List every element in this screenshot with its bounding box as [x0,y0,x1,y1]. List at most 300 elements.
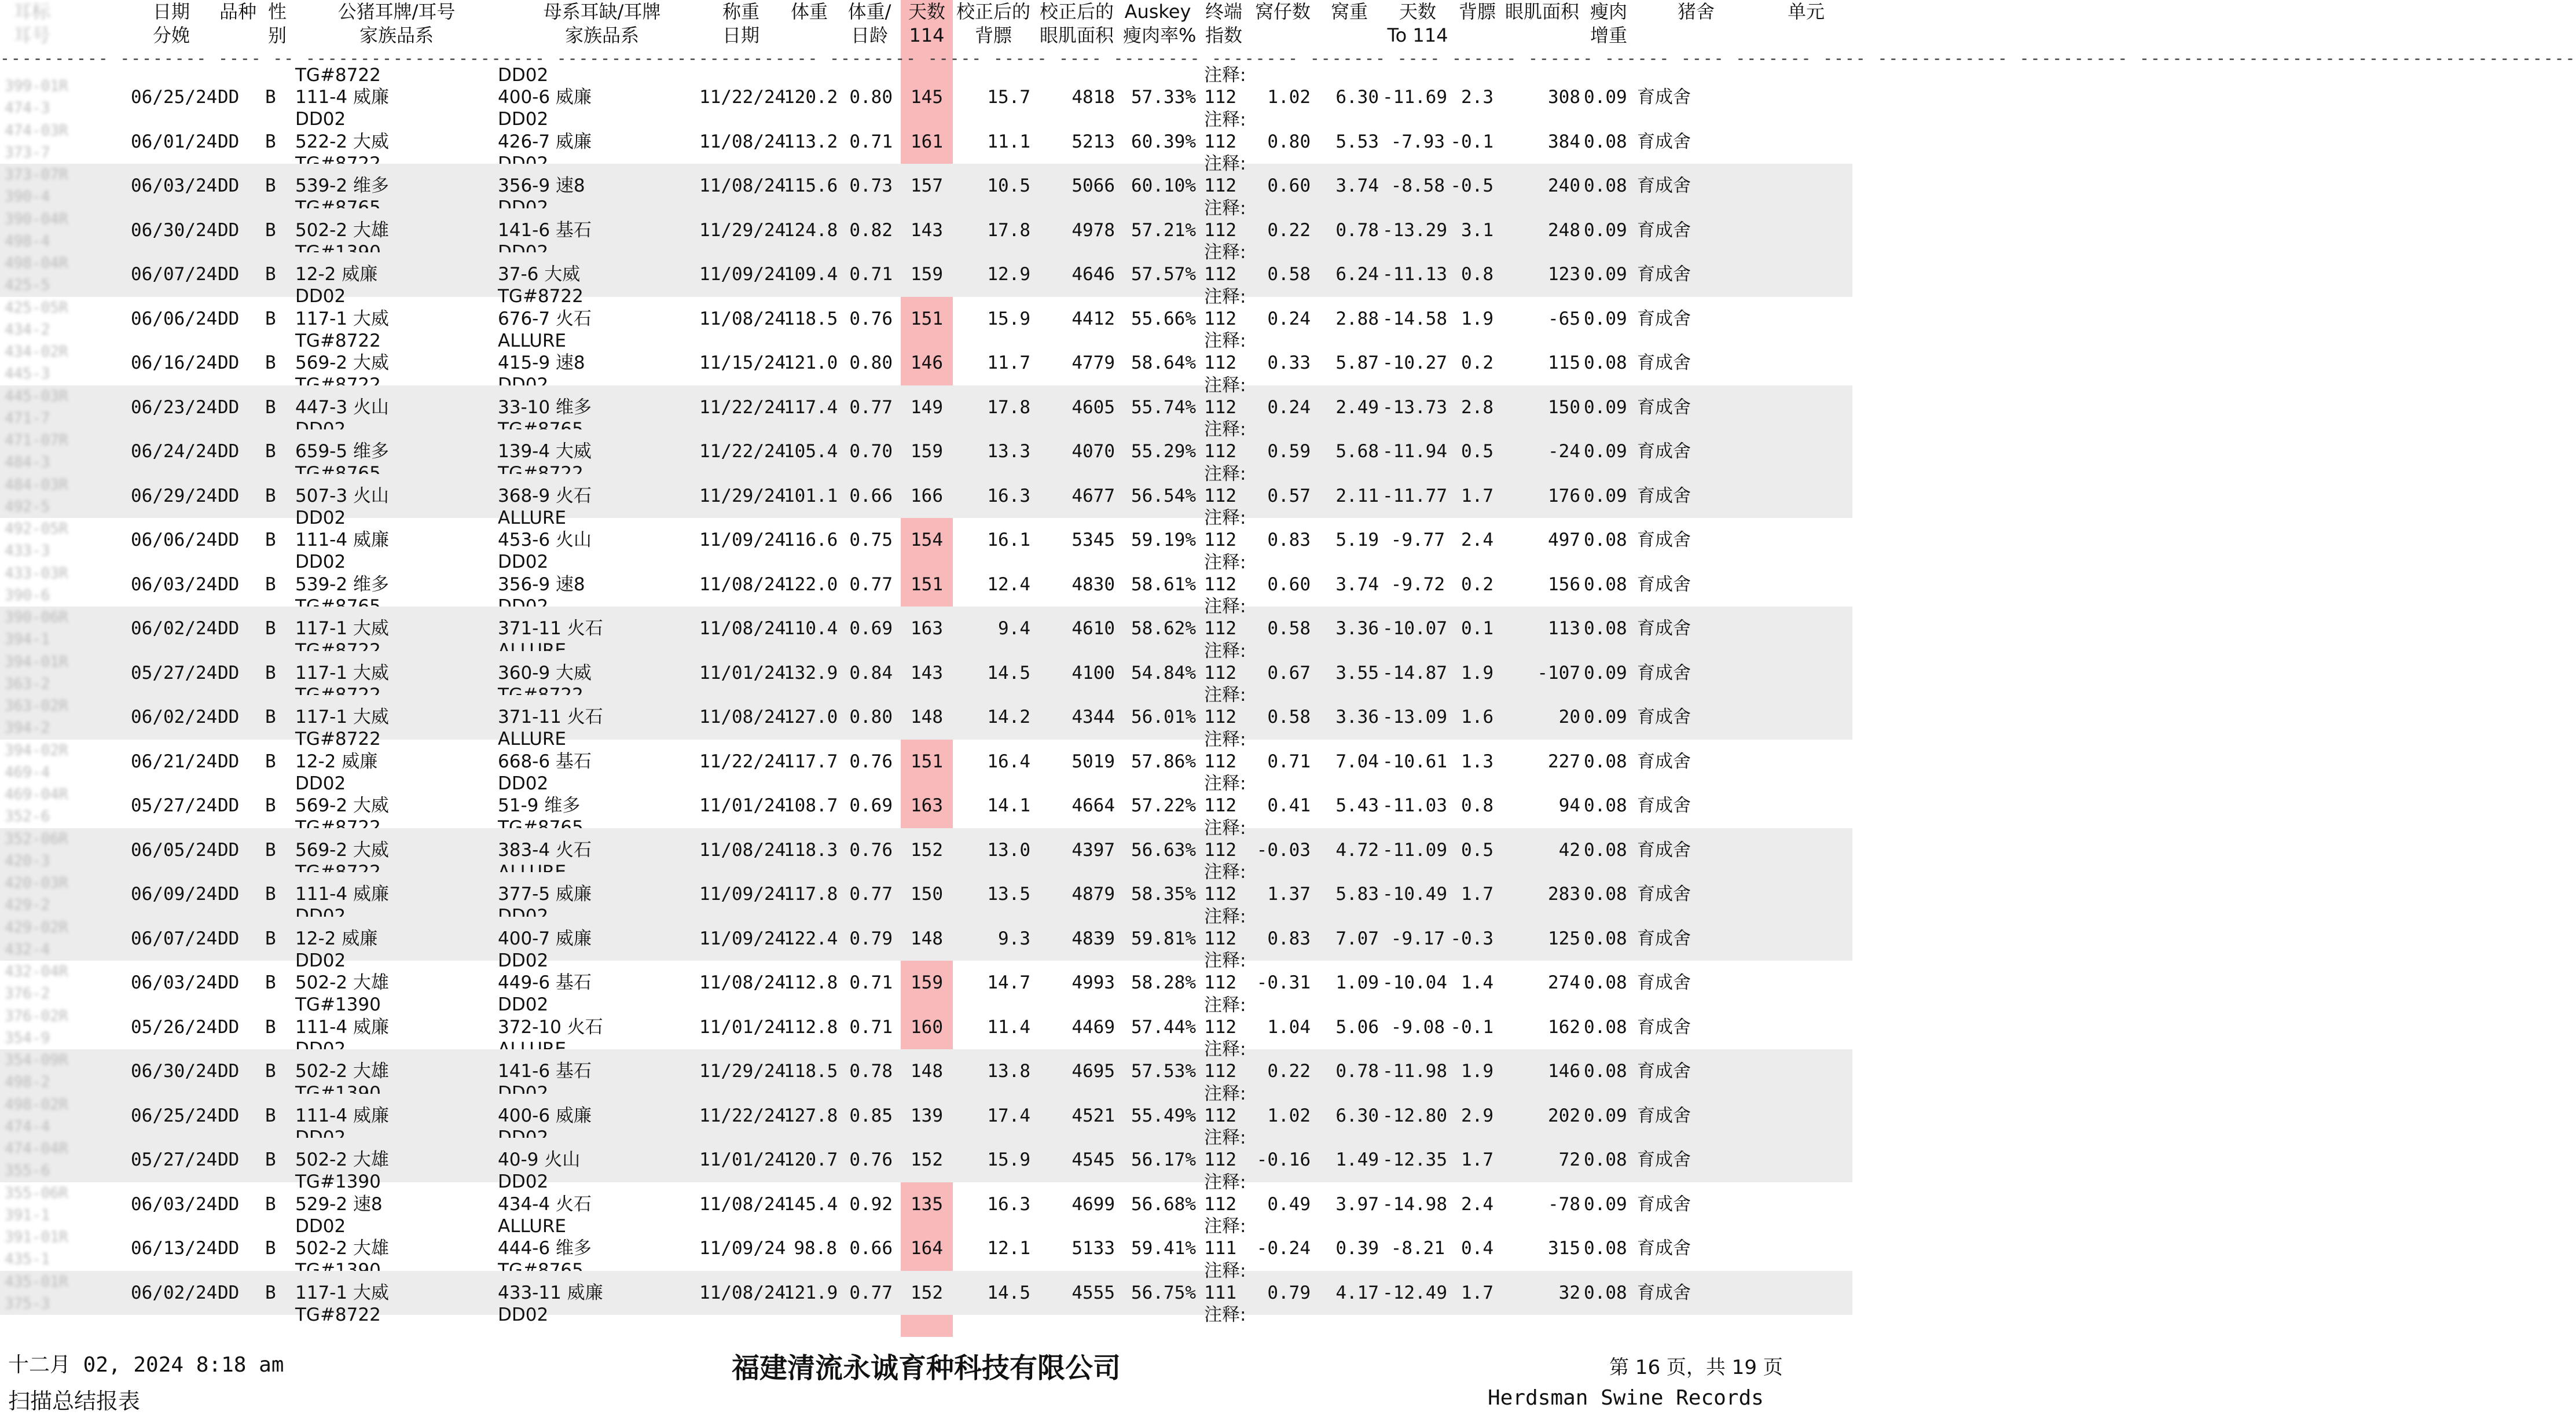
cell-breed: DD [218,530,240,550]
cell-lw: 3.74 [1335,574,1379,595]
cell-lean: 59.19% [1131,530,1196,550]
cell-to114: -14.58 [1382,308,1447,329]
cell-id: 355-06R [5,1184,68,1202]
cell-litter: 0.22 [1267,219,1311,241]
cell-breed: DD [218,131,240,152]
cell-dam-line1: 372-10 火石 [498,1016,603,1038]
cell-dam-line2: ALLURE [498,1215,567,1237]
cell-lean: 60.10% [1131,175,1196,196]
cell-days: 154 [911,530,943,550]
cell-wdate: 11/08/24 [699,972,786,993]
cell-sire-line1: 12-2 威廉 [295,751,378,772]
cell-bf2: -0.5 [1450,175,1494,196]
cell-dam-line2: DD02 [498,552,549,572]
cell-adg: 0.85 [849,1105,893,1126]
cell-to114: -8.21 [1390,1238,1445,1259]
cell-sex: B [265,485,276,506]
cell-sire-line1: 502-2 大雄 [295,219,389,241]
cell-sex: B [265,1193,276,1215]
cell-id: 474-04R [5,1140,68,1157]
cell-dam-line0: DD02 [498,65,549,86]
cell-date: 06/03/24 [131,175,218,196]
cell-breed: DD [218,618,240,639]
cell-bf: 14.7 [987,972,1030,993]
cell-sex: B [265,131,276,152]
note-label: 注释: [1204,153,1246,174]
cell-lw: 6.30 [1335,1105,1379,1126]
cell-adg: 0.70 [849,441,893,462]
cell-lea2: 283 [1548,884,1580,905]
cell-term: 112 [1204,751,1236,772]
cell-bf2: -0.1 [1450,131,1494,152]
cell-bf2: 1.7 [1461,1149,1494,1170]
cell-days: 161 [911,131,943,152]
cell-litter: 0.58 [1267,618,1311,639]
cell-term: 111 [1204,1238,1236,1259]
cell-wdate: 11/22/24 [699,1105,786,1126]
cell-dam-line2: TG#8722 [498,286,584,307]
cell-lw: 2.88 [1335,308,1379,329]
cell-weight: 98.8 [794,1238,837,1259]
column-header-line2: 背膘 [974,24,1012,46]
cell-days: 159 [911,264,943,285]
cell-id: 498-4 [5,232,50,250]
cell-term: 112 [1204,662,1236,683]
cell-lg: 0.09 [1584,441,1627,462]
cell-bf: 10.5 [987,175,1030,196]
column-header-line2: 指数 [1205,24,1242,46]
cell-term: 112 [1204,574,1236,595]
cell-wdate: 11/09/24 [699,530,786,550]
cell-dam-line1: 37-6 大威 [498,264,581,285]
cell-lea: 4993 [1072,972,1115,993]
cell-sex: B [265,441,276,462]
cell-sex: B [265,618,276,639]
cell-lean: 58.62% [1131,618,1196,639]
cell-dam-line1: 377-5 威廉 [498,884,592,905]
cell-sex: B [265,884,276,905]
cell-bf: 12.1 [987,1238,1030,1259]
cell-litter: 1.04 [1267,1016,1311,1038]
cell-sire-line1: 529-2 速8 [295,1193,383,1215]
cell-lea2: 176 [1548,485,1580,506]
cell-id: 420-3 [5,852,50,870]
column-header-line1: 天数 [908,1,945,23]
cell-barn: 育成舍 [1637,928,1691,949]
cell-barn: 育成舍 [1637,441,1691,462]
cell-bf2: -0.1 [1450,1016,1494,1038]
cell-days: 152 [911,1149,943,1170]
cell-breed: DD [218,1149,240,1170]
cell-breed: DD [218,1105,240,1126]
cell-adg: 0.78 [849,1061,893,1082]
cell-term: 112 [1204,87,1236,108]
cell-date: 06/24/24 [131,441,218,462]
cell-barn: 育成舍 [1637,87,1691,108]
cell-dam-line1: 434-4 火石 [498,1193,592,1215]
column-header-weight [781,0,837,24]
cell-sire-line2: DD02 [295,507,346,528]
cell-to114: -13.29 [1382,219,1447,241]
cell-lg: 0.08 [1584,574,1627,595]
column-header-line1: 称重 [722,1,759,23]
cell-bf2: 2.3 [1461,87,1494,108]
cell-to114: -13.73 [1382,396,1447,418]
cell-bf: 11.4 [987,1016,1030,1038]
cell-weight: 118.5 [784,308,838,329]
cell-lea: 5019 [1072,751,1115,772]
cell-date: 05/27/24 [131,662,218,683]
cell-barn: 育成舍 [1637,219,1691,241]
cell-term: 112 [1204,839,1236,861]
cell-lean: 55.66% [1131,308,1196,329]
cell-sex: B [265,1105,276,1126]
cell-lean: 55.74% [1131,396,1196,418]
cell-date: 05/26/24 [131,1016,218,1038]
cell-days: 151 [911,751,943,772]
column-header-to114 [1384,0,1452,47]
cell-dam-line1: 676-7 火石 [498,308,592,329]
cell-sire-line2: TG#1390 [295,1171,381,1192]
cell-barn: 育成舍 [1637,707,1691,727]
cell-id: 492-5 [5,498,50,516]
column-header-line2: To 114 [1387,24,1448,46]
cell-dam-line1: 33-10 维多 [498,396,592,418]
cell-sex: B [265,928,276,949]
cell-sex: B [265,308,276,329]
cell-id: 469-4 [5,763,50,781]
cell-lg: 0.08 [1584,352,1627,373]
cell-barn: 育成舍 [1637,1282,1691,1303]
cell-lg: 0.08 [1584,751,1627,772]
cell-adg: 0.71 [849,264,893,285]
column-header-line2: 家族品系 [359,24,434,46]
cell-bf2: 1.9 [1461,662,1494,683]
cell-date: 06/30/24 [131,219,218,241]
cell-sire-line2: DD02 [295,773,346,794]
cell-lg: 0.09 [1584,396,1627,418]
cell-dam-line1: 371-11 火石 [498,618,603,639]
cell-adg: 0.77 [849,1282,893,1303]
cell-dam-line1: 371-11 火石 [498,707,603,727]
cell-litter: 0.33 [1267,352,1311,373]
cell-wdate: 11/09/24 [699,264,786,285]
column-header-term [1201,0,1247,47]
cell-id: 429-2 [5,896,50,914]
cell-lea: 4830 [1072,574,1115,595]
cell-term: 112 [1204,972,1236,993]
cell-lean: 56.17% [1131,1149,1196,1170]
cell-wdate: 11/01/24 [699,1016,786,1038]
cell-weight: 121.0 [784,352,838,373]
cell-to114: -9.08 [1390,1016,1445,1038]
cell-dam-line1: 433-11 威廉 [498,1282,603,1303]
cell-weight: 122.0 [784,574,838,595]
column-header-breed [218,0,258,24]
cell-lg: 0.08 [1584,795,1627,816]
note-label: 注释: [1204,817,1246,839]
cell-wdate: 11/09/24 [699,928,786,949]
cell-sex: B [265,87,276,108]
note-label: 注释: [1204,1127,1246,1148]
cell-lg: 0.08 [1584,1282,1627,1303]
cell-lw: 0.78 [1335,1061,1379,1082]
cell-wdate: 11/29/24 [699,219,786,241]
cell-litter: 0.79 [1267,1282,1311,1303]
cell-date: 06/07/24 [131,264,218,285]
cell-sire-line1: 539-2 维多 [295,175,389,196]
cell-dam-line1: 400-6 威廉 [498,87,592,108]
cell-weight: 127.0 [784,707,838,727]
cell-adg: 0.66 [849,485,893,506]
cell-breed: DD [218,175,240,196]
cell-to114: -11.03 [1382,795,1447,816]
cell-lea2: 146 [1548,1061,1580,1082]
cell-bf2: 0.8 [1461,795,1494,816]
column-header-sire [295,0,498,47]
cell-id: 394-01R [5,653,68,671]
cell-weight: 118.3 [784,839,838,861]
column-header-line2: 窝重 [1330,1,1368,23]
cell-lw: 5.43 [1335,795,1379,816]
cell-bf2: 2.4 [1461,530,1494,550]
cell-lean: 57.21% [1131,219,1196,241]
cell-lw: 4.72 [1335,839,1379,861]
cell-weight: 117.8 [784,884,838,905]
cell-sire-line1: 569-2 大威 [295,352,389,373]
software-brand: Herdsman Swine Records [1488,1386,1764,1410]
column-header-line2: 品种 [219,1,256,23]
column-header-line1: 性 [267,1,287,23]
cell-date: 06/25/24 [131,87,218,108]
cell-lea: 4818 [1072,87,1115,108]
cell-sire-line2: DD02 [295,109,346,130]
cell-dam-line1: 449-6 基石 [498,972,592,993]
cell-sire-line1: 117-1 大威 [295,618,389,639]
cell-lg: 0.09 [1584,1105,1627,1126]
cell-id: 492-05R [5,520,68,538]
cell-breed: DD [218,574,240,595]
cell-dam-line1: 141-6 基石 [498,219,592,241]
cell-lg: 0.09 [1584,1193,1627,1215]
cell-breed: DD [218,485,240,506]
cell-sire-line1: 111-4 威廉 [295,884,389,905]
cell-sex: B [265,795,276,816]
cell-litter: 0.49 [1267,1193,1311,1215]
cell-lea: 4412 [1072,308,1115,329]
cell-id: 498-02R [5,1096,68,1113]
cell-adg: 0.71 [849,972,893,993]
column-header-line2: 背膘 [1458,1,1496,23]
cell-sex: B [265,396,276,418]
cell-wdate: 11/08/24 [699,574,786,595]
cell-litter: 0.57 [1267,485,1311,506]
cell-wdate: 11/22/24 [699,441,786,462]
cell-dam-line1: 426-7 威廉 [498,131,592,152]
cell-barn: 育成舍 [1637,131,1691,152]
cell-adg: 0.76 [849,751,893,772]
cell-sire-line2: TG#8722 [295,1304,381,1325]
note-label: 注释: [1204,197,1246,219]
cell-days: 145 [911,87,943,108]
cell-id: 390-04R [5,210,68,228]
header-divider: ---------- -------- ---- -- ---------------------- ------------------------ -------- ----- ----- ---- -------- -------- ------- ---- ------ ------ ------ ---- ------- ---- ------------ ---------- ---------------------------------------- [0,49,2576,68]
cell-litter: 0.80 [1267,131,1311,152]
cell-id: 432-4 [5,940,50,958]
report-title: 扫描总结报表 [8,1388,141,1414]
cell-litter: 1.37 [1267,884,1311,905]
cell-adg: 0.66 [849,1238,893,1259]
cell-term: 112 [1204,1016,1236,1038]
table-row [0,1039,1852,1094]
column-header-wdate [712,0,770,47]
cell-bf2: 0.8 [1461,264,1494,285]
cell-lea: 5066 [1072,175,1115,196]
cell-bf2: 0.5 [1461,839,1494,861]
cell-lw: 6.30 [1335,87,1379,108]
note-label: 注释: [1204,242,1246,263]
cell-wdate: 11/08/24 [699,131,786,152]
cell-id: 420-03R [5,874,68,892]
cell-dam-line1: 400-6 威廉 [498,1105,592,1126]
cell-bf: 11.7 [987,352,1030,373]
cell-id: 434-2 [5,321,50,339]
cell-lean: 58.28% [1131,972,1196,993]
cell-lean: 59.41% [1131,1238,1196,1259]
cell-term: 112 [1204,884,1236,905]
cell-dam-line1: 360-9 大威 [498,662,592,683]
records-table [0,65,1852,1325]
cell-weight: 120.7 [784,1149,838,1170]
cell-to114: -10.49 [1382,884,1447,905]
cell-barn: 育成舍 [1637,662,1691,683]
cell-term: 112 [1204,308,1236,329]
cell-lw: 3.55 [1335,662,1379,683]
cell-id: 425-5 [5,277,50,295]
cell-wdate: 11/08/24 [699,1193,786,1215]
cell-adg: 0.80 [849,707,893,727]
cell-adg: 0.80 [849,87,893,108]
column-header-bf2 [1453,0,1502,24]
cell-dam-line1: 40-9 火山 [498,1149,581,1170]
cell-lea: 4664 [1072,795,1115,816]
cell-breed: DD [218,396,240,418]
cell-lea: 4978 [1072,219,1115,241]
cell-weight: 105.4 [784,441,838,462]
cell-dam-line2: ALLURE [498,507,567,528]
cell-adg: 0.69 [849,618,893,639]
cell-dam-line1: 139-4 大威 [498,441,592,462]
cell-bf: 14.5 [987,1282,1030,1303]
cell-bf2: -0.3 [1450,928,1494,949]
cell-lean: 56.01% [1131,707,1196,727]
note-label: 注释: [1204,109,1246,130]
cell-days: 143 [911,662,943,683]
cell-bf: 17.8 [987,396,1030,418]
cell-wdate: 11/08/24 [699,1282,786,1303]
cell-sire-line1: 507-3 火山 [295,485,389,506]
cell-sex: B [265,175,276,196]
cell-lea2: 248 [1548,219,1580,241]
cell-bf: 15.7 [987,87,1030,108]
cell-litter: -0.31 [1256,972,1311,993]
cell-term: 112 [1204,264,1236,285]
cell-bf: 13.8 [987,1061,1030,1082]
note-label: 注释: [1204,65,1246,86]
cell-sex: B [265,574,276,595]
cell-term: 112 [1204,485,1236,506]
cell-lea: 4839 [1072,928,1115,949]
cell-lg: 0.09 [1584,707,1627,727]
cell-bf2: 0.2 [1461,574,1494,595]
column-header-unit [1760,0,1852,24]
cell-bf2: 1.7 [1461,1282,1494,1303]
cell-barn: 育成舍 [1637,839,1691,861]
note-label: 注释: [1204,685,1246,705]
cell-lea2: 308 [1548,87,1580,108]
cell-weight: 124.8 [784,219,838,241]
cell-id: 391-01R [5,1229,68,1246]
cell-litter: 0.22 [1267,1061,1311,1082]
cell-sire-line1: 111-4 威廉 [295,87,389,108]
cell-date: 06/03/24 [131,574,218,595]
cell-lea: 4605 [1072,396,1115,418]
cell-weight: 117.7 [784,751,838,772]
cell-term: 112 [1204,928,1236,949]
cell-bf2: 1.7 [1461,884,1494,905]
cell-lea2: 94 [1558,795,1580,816]
cell-lea: 4879 [1072,884,1115,905]
column-header-line1: 日期 [152,1,190,23]
cell-sex: B [265,1149,276,1170]
cell-sire-line1: 117-1 大威 [295,662,389,683]
cell-days: 152 [911,839,943,861]
column-header-line2: 瘦肉率% [1123,24,1197,46]
cell-lea2: -65 [1548,308,1580,329]
cell-days: 139 [911,1105,943,1126]
cell-lw: 5.19 [1335,530,1379,550]
note-label: 注释: [1204,286,1246,307]
column-header-line2: 日期 [722,24,759,46]
cell-sex: B [265,751,276,772]
cell-date: 06/21/24 [131,751,218,772]
cell-dam-line2: DD02 [498,109,549,130]
cell-id: 484-03R [5,476,68,494]
cell-id: 433-03R [5,564,68,582]
cell-lg: 0.08 [1584,928,1627,949]
cell-adg: 0.92 [849,1193,893,1215]
note-label: 注释: [1204,330,1246,351]
cell-litter: 0.67 [1267,662,1311,683]
note-label: 注释: [1204,1260,1246,1281]
cell-barn: 育成舍 [1637,1238,1691,1259]
cell-bf2: 1.9 [1461,1061,1494,1082]
cell-days: 143 [911,219,943,241]
cell-litter: 0.83 [1267,530,1311,550]
cell-bf: 17.8 [987,219,1030,241]
column-header-line1: 耳标 [13,1,50,23]
cell-sire-line1: 569-2 大威 [295,795,389,816]
cell-days: 149 [911,396,943,418]
cell-lea: 4100 [1072,662,1115,683]
cell-litter: 0.41 [1267,795,1311,816]
column-header-date [131,0,212,47]
cell-lg: 0.08 [1584,884,1627,905]
cell-term: 112 [1204,795,1236,816]
cell-term: 112 [1204,1061,1236,1082]
cell-to114: -10.07 [1382,618,1447,639]
cell-breed: DD [218,1016,240,1038]
